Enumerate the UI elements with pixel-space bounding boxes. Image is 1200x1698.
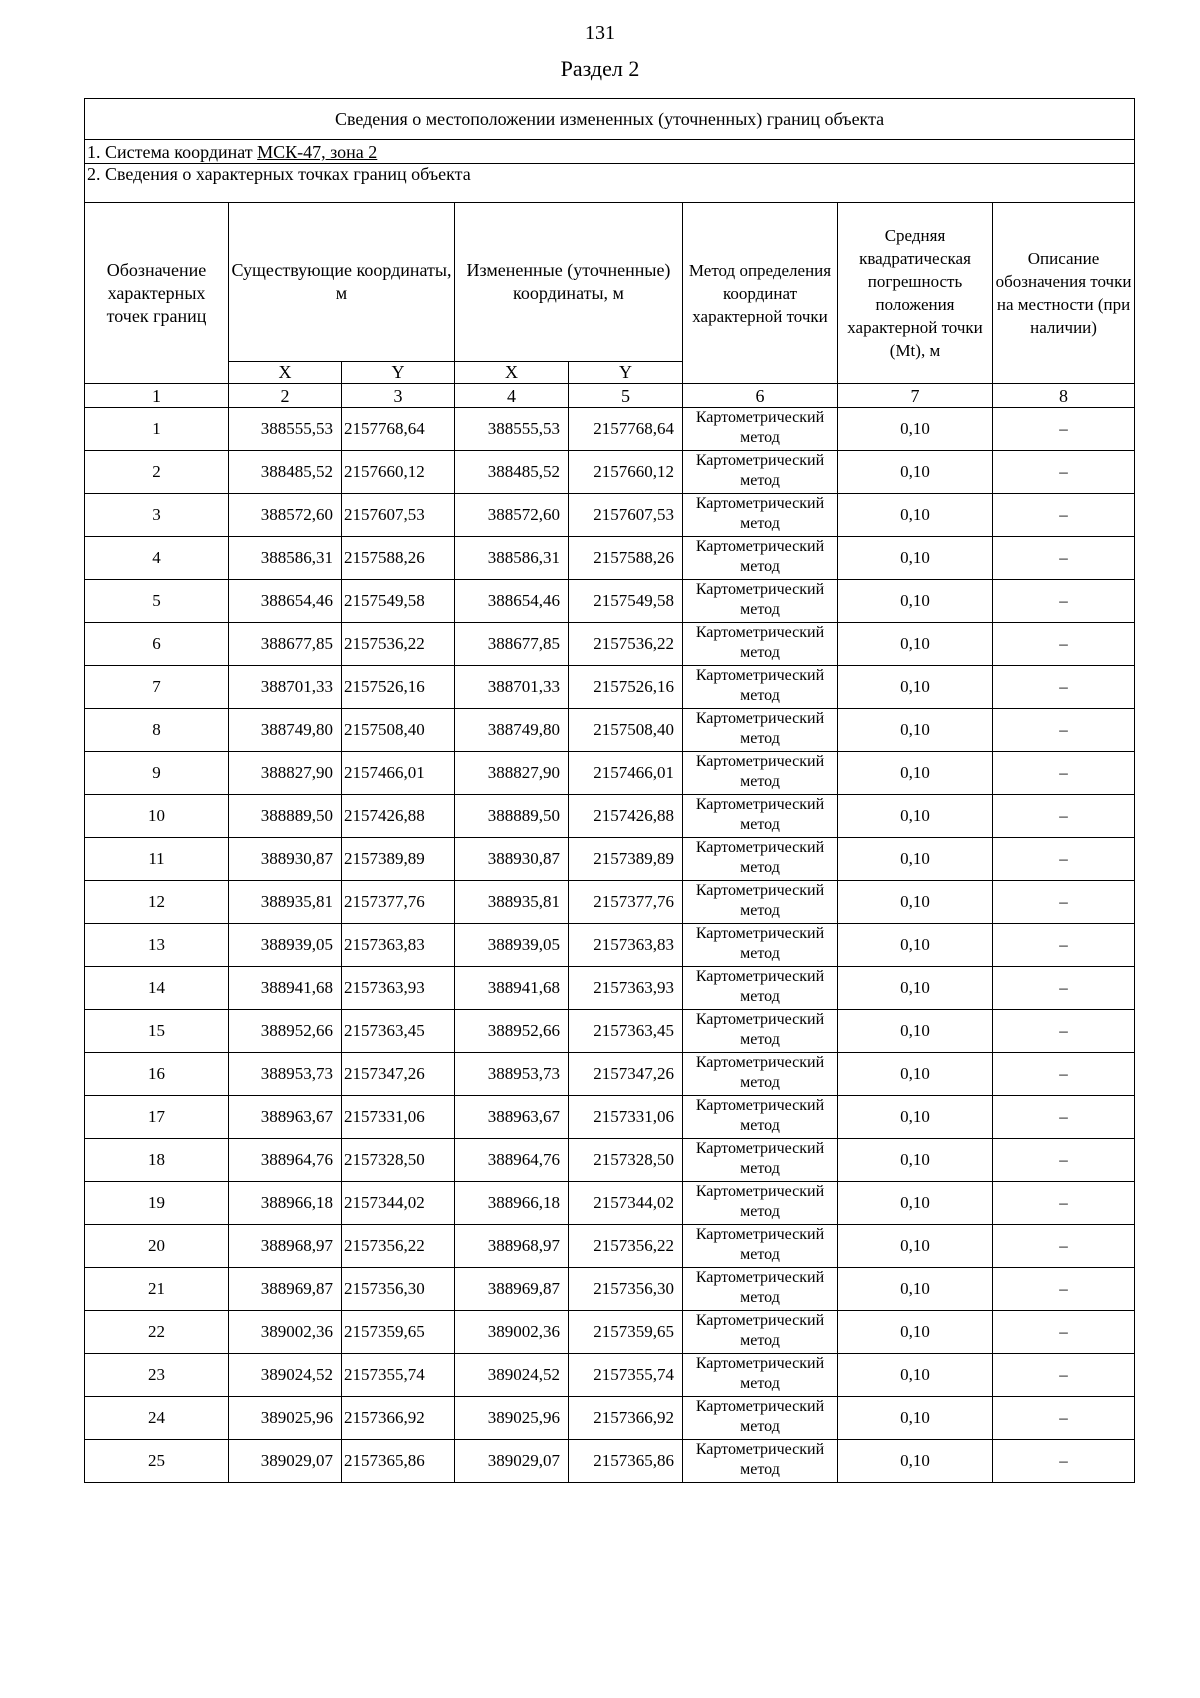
cell-point-description: – [993,1053,1135,1096]
cell-point-description: – [993,1311,1135,1354]
cell-mean-error: 0,10 [838,1311,993,1354]
cell-existing-x: 388654,46 [229,580,342,623]
cell-existing-x: 389024,52 [229,1354,342,1397]
cell-point-number: 10 [85,795,229,838]
cell-changed-x: 389029,07 [455,1440,569,1483]
cell-point-number: 6 [85,623,229,666]
cell-point-description: – [993,1010,1135,1053]
cell-existing-y: 2157366,92 [342,1397,455,1440]
cell-changed-x: 388964,76 [455,1139,569,1182]
cell-point-number: 1 [85,408,229,451]
cell-point-description: – [993,537,1135,580]
cell-changed-y: 2157508,40 [569,709,683,752]
cell-existing-x: 388889,50 [229,795,342,838]
cell-method: Картометрический метод [683,1096,838,1139]
cell-method: Картометрический метод [683,881,838,924]
cell-existing-x: 388968,97 [229,1225,342,1268]
table-row [85,666,1135,709]
cell-point-number: 18 [85,1139,229,1182]
cell-method: Картометрический метод [683,1010,838,1053]
coordinate-system-value: МСК-47, зона 2 [257,142,378,162]
cell-point-description: – [993,1139,1135,1182]
header-changed-coordinates: Измененные (уточненные) координаты, м [455,203,683,362]
cell-point-number: 13 [85,924,229,967]
cell-existing-y: 2157466,01 [342,752,455,795]
cell-existing-x: 388586,31 [229,537,342,580]
cell-existing-y: 2157363,83 [342,924,455,967]
cell-changed-y: 2157660,12 [569,451,683,494]
cell-existing-y: 2157536,22 [342,623,455,666]
cell-point-number: 3 [85,494,229,537]
cell-changed-y: 2157347,26 [569,1053,683,1096]
cell-point-description: – [993,1182,1135,1225]
cell-method: Картометрический метод [683,408,838,451]
cell-changed-x: 388939,05 [455,924,569,967]
cell-point-number: 12 [85,881,229,924]
cell-existing-x: 389025,96 [229,1397,342,1440]
cell-changed-y: 2157356,30 [569,1268,683,1311]
cell-changed-y: 2157359,65 [569,1311,683,1354]
cell-changed-y: 2157536,22 [569,623,683,666]
cell-changed-x: 388827,90 [455,752,569,795]
cell-existing-x: 388952,66 [229,1010,342,1053]
cell-changed-y: 2157363,83 [569,924,683,967]
cell-mean-error: 0,10 [838,494,993,537]
cell-changed-y: 2157331,06 [569,1096,683,1139]
column-number: 5 [569,384,683,408]
cell-point-number: 8 [85,709,229,752]
cell-point-description: – [993,1268,1135,1311]
cell-point-description: – [993,580,1135,623]
table-title: Сведения о местоположении измененных (уточненных) границ объекта [85,99,1135,140]
table-row [85,924,1135,967]
cell-point-number: 19 [85,1182,229,1225]
column-number: 7 [838,384,993,408]
table-row [85,795,1135,838]
cell-point-description: – [993,623,1135,666]
table-row [85,1311,1135,1354]
cell-changed-y: 2157363,45 [569,1010,683,1053]
cell-mean-error: 0,10 [838,623,993,666]
cell-point-number: 5 [85,580,229,623]
cell-point-number: 7 [85,666,229,709]
cell-changed-y: 2157588,26 [569,537,683,580]
cell-existing-x: 389029,07 [229,1440,342,1483]
cell-existing-y: 2157356,22 [342,1225,455,1268]
cell-existing-y: 2157363,45 [342,1010,455,1053]
cell-point-number: 20 [85,1225,229,1268]
cell-method: Картометрический метод [683,1354,838,1397]
cell-existing-x: 388953,73 [229,1053,342,1096]
cell-method: Картометрический метод [683,1268,838,1311]
cell-method: Картометрический метод [683,752,838,795]
cell-mean-error: 0,10 [838,1397,993,1440]
header-mean-error: Средняя квадратическая погрешность положения характерной точки (Мt), м [838,203,993,384]
boundary-points-table [84,98,1135,1483]
cell-changed-x: 388963,67 [455,1096,569,1139]
cell-changed-x: 388969,87 [455,1268,569,1311]
table-row [85,967,1135,1010]
cell-method: Картометрический метод [683,1311,838,1354]
cell-method: Картометрический метод [683,709,838,752]
cell-existing-x: 388555,53 [229,408,342,451]
cell-existing-y: 2157389,89 [342,838,455,881]
cell-method: Картометрический метод [683,537,838,580]
cell-point-description: – [993,752,1135,795]
cell-existing-y: 2157588,26 [342,537,455,580]
cell-method: Картометрический метод [683,795,838,838]
cell-changed-x: 388941,68 [455,967,569,1010]
cell-existing-x: 388677,85 [229,623,342,666]
cell-changed-x: 388555,53 [455,408,569,451]
header-point-designation: Обозначение характерных точек границ [85,203,229,384]
cell-mean-error: 0,10 [838,408,993,451]
cell-point-description: – [993,967,1135,1010]
cell-existing-y: 2157356,30 [342,1268,455,1311]
table-row [85,1010,1135,1053]
table-row [85,451,1135,494]
table-row [85,1139,1135,1182]
table-row [85,1354,1135,1397]
cell-changed-y: 2157344,02 [569,1182,683,1225]
cell-mean-error: 0,10 [838,1440,993,1483]
cell-point-description: – [993,1440,1135,1483]
cell-changed-x: 389025,96 [455,1397,569,1440]
cell-existing-x: 388969,87 [229,1268,342,1311]
table-row [85,494,1135,537]
section-title: Раздел 2 [560,56,640,81]
cell-changed-x: 389002,36 [455,1311,569,1354]
cell-existing-y: 2157768,64 [342,408,455,451]
cell-existing-x: 388935,81 [229,881,342,924]
header-method: Метод определения координат характерной точки [683,203,838,384]
column-number: 8 [993,384,1135,408]
cell-point-number: 24 [85,1397,229,1440]
cell-point-number: 25 [85,1440,229,1483]
cell-changed-y: 2157365,86 [569,1440,683,1483]
cell-existing-y: 2157377,76 [342,881,455,924]
cell-changed-y: 2157607,53 [569,494,683,537]
table-row [85,580,1135,623]
cell-mean-error: 0,10 [838,924,993,967]
cell-method: Картометрический метод [683,666,838,709]
cell-existing-y: 2157526,16 [342,666,455,709]
cell-changed-x: 388677,85 [455,623,569,666]
cell-changed-y: 2157549,58 [569,580,683,623]
header-description: Описание обозначения точки на местности (при наличии) [993,203,1135,384]
cell-changed-y: 2157356,22 [569,1225,683,1268]
cell-point-description: – [993,1354,1135,1397]
cell-changed-x: 388889,50 [455,795,569,838]
cell-method: Картометрический метод [683,623,838,666]
cell-point-number: 22 [85,1311,229,1354]
header-existing-x: X [229,362,342,384]
header-changed-y: Y [569,362,683,384]
cell-point-description: – [993,451,1135,494]
table-row [85,1182,1135,1225]
cell-existing-y: 2157359,65 [342,1311,455,1354]
cell-mean-error: 0,10 [838,1225,993,1268]
cell-changed-x: 388968,97 [455,1225,569,1268]
cell-existing-x: 389002,36 [229,1311,342,1354]
cell-changed-y: 2157363,93 [569,967,683,1010]
table-row [85,1440,1135,1483]
column-number: 6 [683,384,838,408]
cell-existing-y: 2157549,58 [342,580,455,623]
cell-mean-error: 0,10 [838,1096,993,1139]
cell-point-number: 2 [85,451,229,494]
table-row [85,709,1135,752]
cell-changed-y: 2157377,76 [569,881,683,924]
column-number: 3 [342,384,455,408]
cell-existing-x: 388939,05 [229,924,342,967]
cell-point-description: – [993,795,1135,838]
cell-existing-x: 388749,80 [229,709,342,752]
cell-mean-error: 0,10 [838,881,993,924]
cell-mean-error: 0,10 [838,1053,993,1096]
cell-existing-x: 388930,87 [229,838,342,881]
column-number: 4 [455,384,569,408]
cell-changed-y: 2157466,01 [569,752,683,795]
column-number: 1 [85,384,229,408]
cell-existing-y: 2157344,02 [342,1182,455,1225]
cell-mean-error: 0,10 [838,451,993,494]
table-row [85,752,1135,795]
table-row [85,881,1135,924]
table-row [85,1096,1135,1139]
cell-changed-x: 388572,60 [455,494,569,537]
cell-existing-x: 388572,60 [229,494,342,537]
cell-method: Картометрический метод [683,838,838,881]
cell-changed-x: 388485,52 [455,451,569,494]
cell-changed-y: 2157355,74 [569,1354,683,1397]
cell-existing-y: 2157365,86 [342,1440,455,1483]
cell-mean-error: 0,10 [838,1354,993,1397]
cell-mean-error: 0,10 [838,838,993,881]
cell-existing-x: 388964,76 [229,1139,342,1182]
cell-existing-y: 2157363,93 [342,967,455,1010]
cell-point-description: – [993,709,1135,752]
cell-method: Картометрический метод [683,1182,838,1225]
cell-mean-error: 0,10 [838,1268,993,1311]
cell-changed-y: 2157328,50 [569,1139,683,1182]
cell-point-description: – [993,1397,1135,1440]
coordinate-system-label: 1. Система координат [87,142,258,162]
cell-existing-y: 2157607,53 [342,494,455,537]
header-existing-coordinates: Существующие координаты, м [229,203,455,362]
cell-method: Картометрический метод [683,1397,838,1440]
cell-point-number: 16 [85,1053,229,1096]
cell-mean-error: 0,10 [838,967,993,1010]
table-row [85,1397,1135,1440]
table-row [85,1268,1135,1311]
header-changed-x: X [455,362,569,384]
cell-mean-error: 0,10 [838,666,993,709]
cell-method: Картометрический метод [683,1440,838,1483]
cell-changed-x: 388701,33 [455,666,569,709]
cell-method: Картометрический метод [683,451,838,494]
cell-point-number: 9 [85,752,229,795]
cell-method: Картометрический метод [683,967,838,1010]
cell-point-description: – [993,408,1135,451]
cell-existing-x: 388701,33 [229,666,342,709]
cell-method: Картометрический метод [683,1139,838,1182]
cell-changed-x: 388966,18 [455,1182,569,1225]
cell-changed-x: 388654,46 [455,580,569,623]
cell-changed-x: 388952,66 [455,1010,569,1053]
cell-changed-y: 2157389,89 [569,838,683,881]
cell-existing-y: 2157355,74 [342,1354,455,1397]
header-existing-y: Y [342,362,455,384]
cell-mean-error: 0,10 [838,1182,993,1225]
cell-mean-error: 0,10 [838,752,993,795]
cell-changed-y: 2157426,88 [569,795,683,838]
cell-point-description: – [993,838,1135,881]
cell-point-description: – [993,881,1135,924]
cell-existing-x: 388963,67 [229,1096,342,1139]
cell-mean-error: 0,10 [838,795,993,838]
cell-point-number: 11 [85,838,229,881]
cell-changed-x: 389024,52 [455,1354,569,1397]
table-row [85,408,1135,451]
cell-point-description: – [993,494,1135,537]
cell-changed-x: 388953,73 [455,1053,569,1096]
cell-method: Картометрический метод [683,1053,838,1096]
cell-existing-y: 2157660,12 [342,451,455,494]
table-row [85,623,1135,666]
cell-mean-error: 0,10 [838,580,993,623]
cell-existing-x: 388941,68 [229,967,342,1010]
page-number: 131 [585,22,615,44]
cell-existing-y: 2157328,50 [342,1139,455,1182]
table-row [85,838,1135,881]
cell-mean-error: 0,10 [838,1139,993,1182]
cell-existing-x: 388966,18 [229,1182,342,1225]
cell-changed-y: 2157768,64 [569,408,683,451]
cell-mean-error: 0,10 [838,1010,993,1053]
cell-point-number: 17 [85,1096,229,1139]
cell-point-number: 23 [85,1354,229,1397]
cell-point-number: 15 [85,1010,229,1053]
points-section-header: 2. Сведения о характерных точках границ объекта [85,164,1135,203]
coordinate-system [85,140,1135,164]
cell-changed-x: 388749,80 [455,709,569,752]
cell-existing-y: 2157426,88 [342,795,455,838]
table-row [85,1053,1135,1096]
column-number: 2 [229,384,342,408]
cell-method: Картометрический метод [683,494,838,537]
cell-existing-x: 388827,90 [229,752,342,795]
cell-existing-y: 2157347,26 [342,1053,455,1096]
cell-mean-error: 0,10 [838,709,993,752]
cell-mean-error: 0,10 [838,537,993,580]
cell-point-description: – [993,666,1135,709]
table-row [85,1225,1135,1268]
table-row [85,537,1135,580]
cell-changed-y: 2157526,16 [569,666,683,709]
cell-method: Картометрический метод [683,924,838,967]
cell-changed-x: 388586,31 [455,537,569,580]
cell-point-number: 14 [85,967,229,1010]
cell-existing-y: 2157508,40 [342,709,455,752]
cell-method: Картометрический метод [683,580,838,623]
cell-method: Картометрический метод [683,1225,838,1268]
cell-existing-y: 2157331,06 [342,1096,455,1139]
cell-point-description: – [993,924,1135,967]
cell-point-description: – [993,1096,1135,1139]
cell-point-number: 4 [85,537,229,580]
cell-point-description: – [993,1225,1135,1268]
cell-point-number: 21 [85,1268,229,1311]
cell-changed-y: 2157366,92 [569,1397,683,1440]
cell-changed-x: 388930,87 [455,838,569,881]
cell-changed-x: 388935,81 [455,881,569,924]
cell-existing-x: 388485,52 [229,451,342,494]
